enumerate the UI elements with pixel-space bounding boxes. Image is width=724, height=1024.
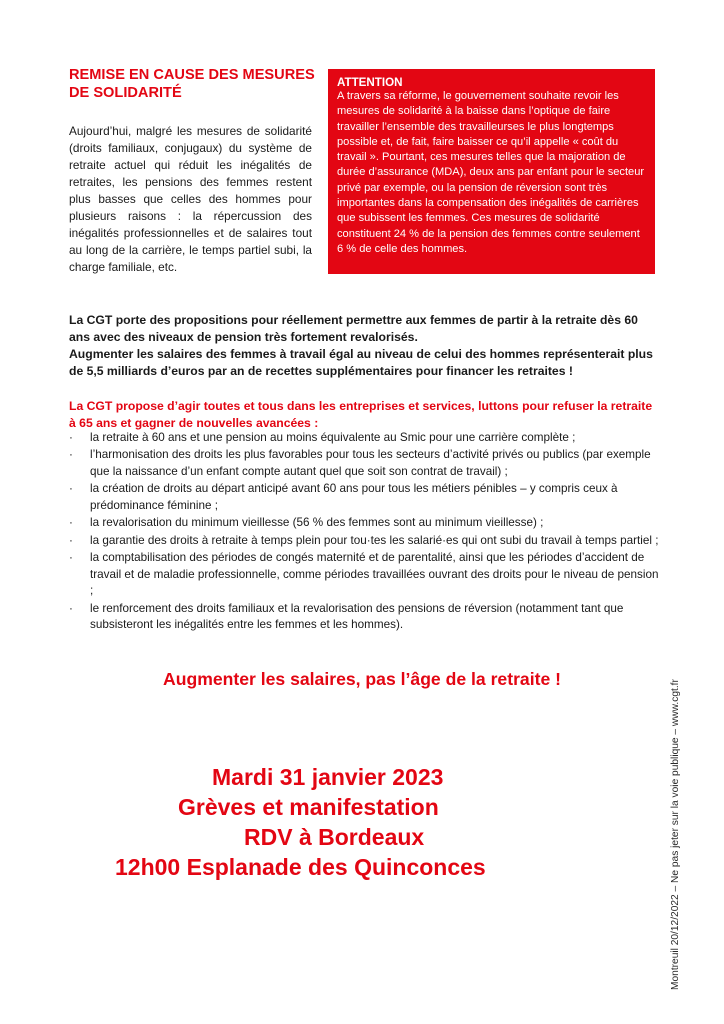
- list-item: [69, 430, 659, 447]
- demands-list: [69, 430, 659, 635]
- list-item-text: la retraite à 60 ans et une pension au moins équivalente au Smic pour une carrière complète ;: [90, 431, 576, 444]
- attention-title: ATTENTION: [337, 76, 403, 89]
- vertical-footer-note: Montreuil 20/12/2022 – Ne pas jeter sur la voie publique – www.cgt.fr: [670, 679, 681, 990]
- bullet-icon: ·: [69, 448, 73, 462]
- bullet-icon: ·: [69, 533, 73, 547]
- event-action: Grèves et manifestation: [178, 794, 439, 820]
- call-to-action-intro: La CGT propose d’agir toutes et tous dans les entreprises et services, luttons pour refuser la retraite à 65 ans et gagner de nouvelles avancées :: [69, 399, 653, 430]
- event-meeting-city: RDV à Bordeaux: [244, 824, 425, 850]
- bullet-icon: ·: [69, 516, 73, 530]
- list-item-text: la comptabilisation des périodes de congés maternité et de parentalité, ainsi que les périodes d’accident de travail et de maladie professionnelle, comme périodes travaillées ouvrant des droits pour le niveau de pension ;: [90, 550, 659, 598]
- list-item-text: le renforcement des droits familiaux et la revalorisation des pensions de réversion (notamment tant que subsisteront les inégalités entre les femmes et les hommes).: [90, 601, 624, 632]
- bullet-icon: ·: [69, 482, 73, 496]
- list-item-text: la garantie des droits à retraite à temps plein pour tou·tes les salarié·es qui ont subi du travail à temps partiel ;: [90, 533, 659, 547]
- attention-text: A travers sa réforme, le gouvernement souhaite revoir les mesures de solidarité à la baisse dans l’optique de faire travailler l’ensemble des travailleurses le plus longtemps possible et, de fait, faire baisser ce qu’il appelle « coût du travail ». Pourtant, ces mesures telles que la majoration de durée d’assurance (MDA), deux ans par enfant pour le secteur privé par exemple, ou la pension de réversion sont très importantes dans la compensation des inégalités de carrières que subissent les femmes. Ces mesures de solidarité constituent 24 % de la pension des femmes contre seulement 6 % de celle des hommes.: [337, 90, 645, 255]
- bullet-icon: ·: [69, 431, 73, 444]
- slogan-headline: Augmenter les salaires, pas l’âge de la retraite !: [163, 669, 561, 689]
- proposals-paragraph-1: La CGT porte des propositions pour réellement permettre aux femmes de partir à la retraite dès 60 ans avec des niveaux de pension très fortement revalorisés.: [69, 313, 638, 344]
- proposals-paragraph-2: Augmenter les salaires des femmes à travail égal au niveau de celui des hommes représenterait plus de 5,5 milliards d’euros par an de recettes supplémentaires pour financer les retraites !: [69, 347, 653, 378]
- event-time-place: 12h00 Esplanade des Quinconces: [115, 854, 486, 880]
- list-item: [69, 601, 659, 634]
- list-item: [69, 515, 659, 532]
- solidarity-section-title: REMISE EN CAUSE DES MESURES DE SOLIDARITÉ: [69, 67, 315, 101]
- cgt-proposals: [69, 312, 659, 380]
- bullet-icon: ·: [69, 550, 73, 564]
- list-item: [69, 447, 659, 480]
- list-item: [69, 481, 659, 514]
- list-item-text: la création de droits au départ anticipé avant 60 ans pour tous les métiers pénibles – y compris ceux à prédominance féminine ;: [90, 482, 618, 512]
- solidarity-paragraph: Aujourd’hui, malgré les mesures de solidarité (droits familiaux, conjugaux) du système de retraite actuel qui réduit les inégalités de retraites, les pensions des femmes restent plus basses que celles des hommes pour plusieurs raisons : la répercussion des inégalités professionnelles et de salaires tout au long de la carrière, le temps partiel subi, la charge familiale, etc.: [69, 124, 312, 274]
- list-item: [69, 550, 659, 600]
- list-item-text: l’harmonisation des droits les plus favorables pour tous les secteurs d’activité privés ou publics (par exemple que la naissance d’un enfant compte autant quel que soit son contrat de travail) ;: [90, 448, 651, 478]
- attention-box: [328, 69, 655, 274]
- event-date: Mardi 31 janvier 2023: [212, 764, 444, 790]
- bullet-icon: ·: [69, 601, 73, 615]
- list-item-text: la revalorisation du minimum vieillesse (56 % des femmes sont au minimum vieillesse) ;: [90, 516, 544, 530]
- list-item: [69, 533, 659, 550]
